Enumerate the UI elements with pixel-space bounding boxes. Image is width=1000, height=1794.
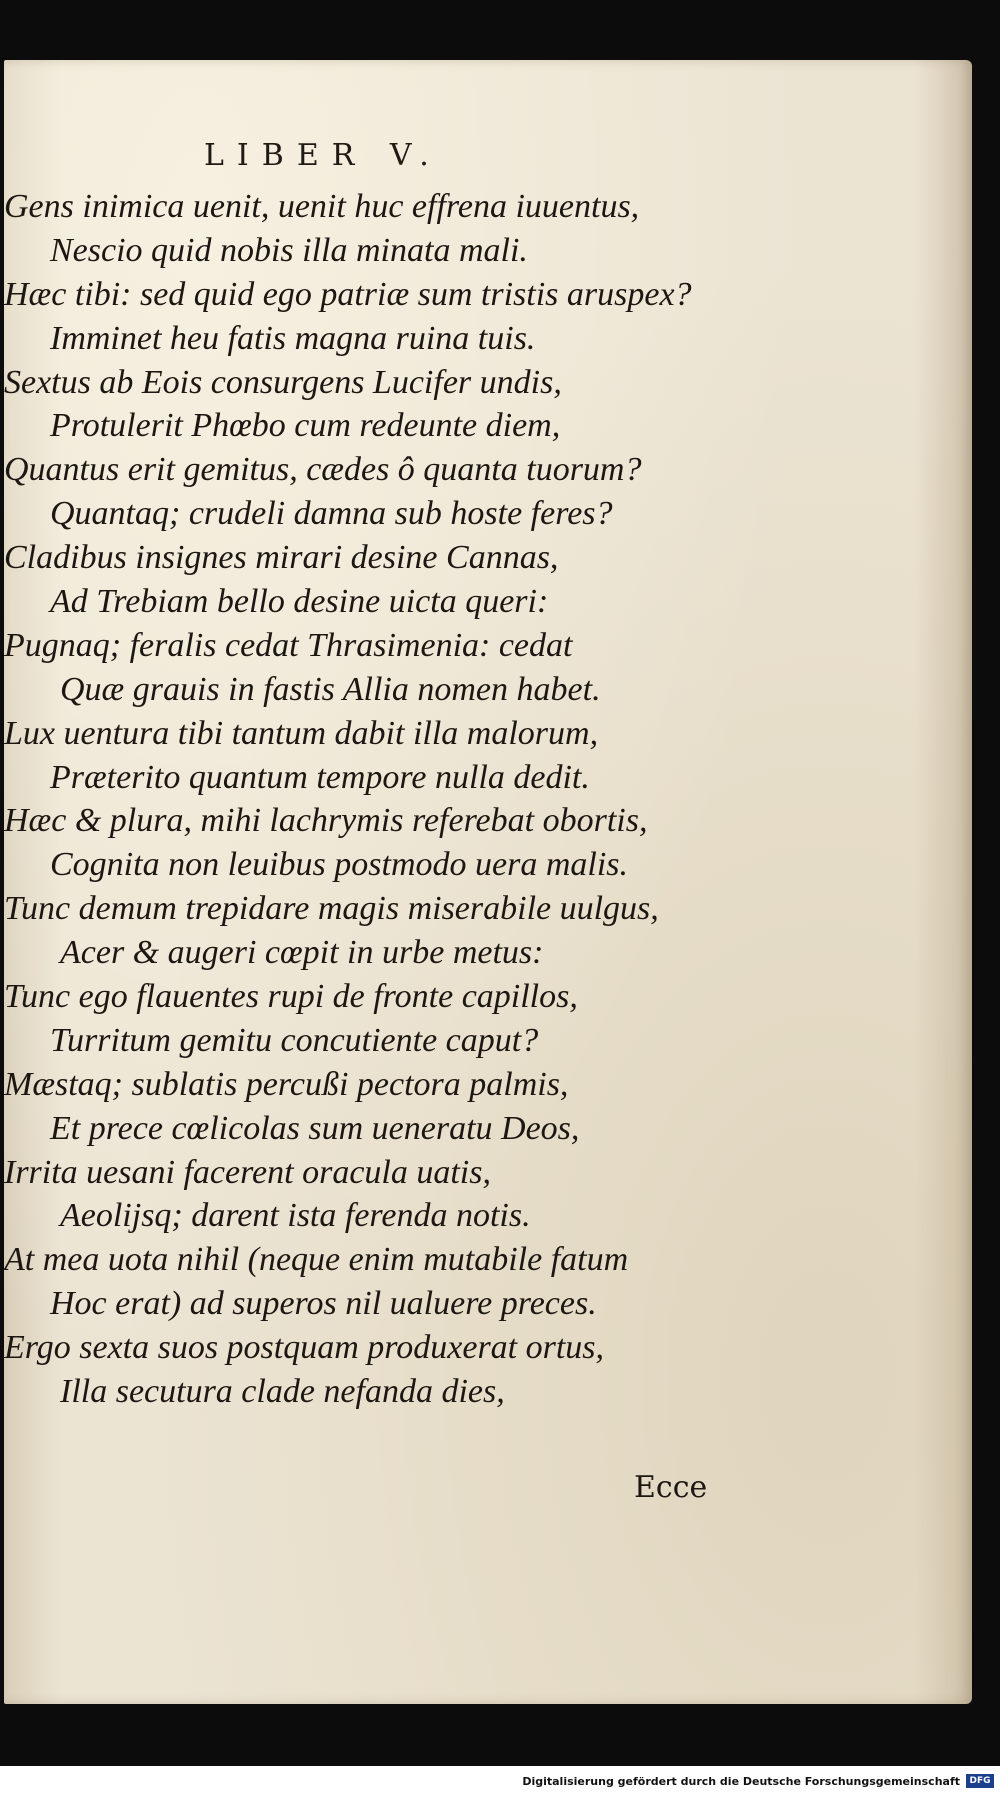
verse-line: Sextus ab Eois consurgens Lucifer undis, <box>4 363 562 401</box>
footer-bar <box>0 1766 1000 1794</box>
verse-line: Hæc tibi: sed quid ego patriæ sum tristis aruspex? <box>4 275 692 313</box>
verse-line: Ad Trebiam bello desine uicta queri: <box>50 583 549 621</box>
verse-line: Ergo sexta suos postquam produxerat ortus, <box>4 1329 605 1367</box>
verse-line: Cladibus insignes mirari desine Cannas, <box>4 539 559 577</box>
verse-line: Quantaq; crudeli damna sub hoste feres? <box>50 495 613 533</box>
verse-line: Nescio quid nobis illa minata mali. <box>50 231 528 269</box>
verse-line: Hoc erat) ad superos nil ualuere preces. <box>50 1285 597 1323</box>
verse-line: Lux uentura tibi tantum dabit illa malorum, <box>4 714 599 752</box>
verse-line: Pugnaq; feralis cedat Thrasimenia: cedat <box>4 626 573 664</box>
verse-line: Quæ grauis in fastis Allia nomen habet. <box>60 670 601 708</box>
verse-line: Illa secutura clade nefanda dies, <box>60 1373 505 1411</box>
verse-line: Protulerit Phœbo cum redeunte diem, <box>50 407 561 445</box>
running-head: LIBER V. <box>204 138 442 173</box>
verse-line: Tunc ego flauentes rupi de fronte capillos, <box>4 978 578 1016</box>
verse-list <box>4 185 704 1414</box>
verse-line: Quantus erit gemitus, cædes ô quanta tuorum? <box>4 451 642 489</box>
verse-line: Irrita uesani facerent oracula uatis, <box>4 1153 491 1191</box>
verse-line: Gens inimica uenit, uenit huc effrena iuuentus, <box>4 188 640 225</box>
verse-line: Acer & augeri cœpit in urbe metus: <box>60 934 544 972</box>
catchword: Ecce <box>634 1470 708 1505</box>
verse-line: Imminet heu fatis magna ruina tuis. <box>50 319 536 357</box>
book-page <box>4 60 972 1704</box>
verse-line: Tunc demum trepidare magis miserabile uulgus, <box>4 890 659 928</box>
verse-line: Et prece cœlicolas sum ueneratu Deos, <box>50 1109 580 1147</box>
dfg-logo-icon: DFG <box>966 1774 994 1788</box>
verse-line: Præterito quantum tempore nulla dedit. <box>50 758 590 796</box>
funding-credit: Digitalisierung gefördert durch die Deutsche Forschungsgemeinschaft <box>522 1775 960 1788</box>
verse-line: Turritum gemitu concutiente caput? <box>50 1021 539 1059</box>
verse-line: At mea uota nihil (neque enim mutabile fatum <box>4 1241 629 1279</box>
verse-line: Mæstaq; sublatis percußi pectora palmis, <box>4 1065 569 1103</box>
verse-line: Aeolijsq; darent ista ferenda notis. <box>60 1197 531 1235</box>
verse-line: Hæc & plura, mihi lachrymis referebat obortis, <box>4 802 648 840</box>
verse-line: Cognita non leuibus postmodo uera malis. <box>50 846 629 884</box>
